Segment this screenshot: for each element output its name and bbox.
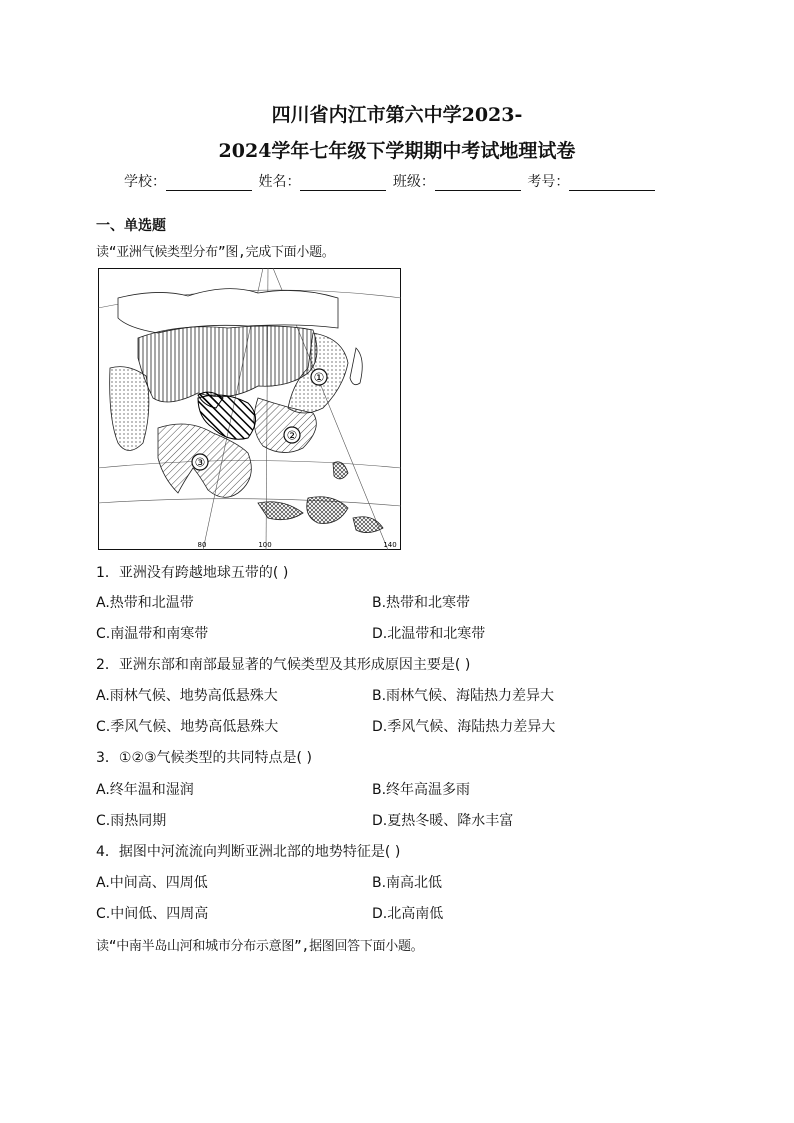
school-blank[interactable] <box>166 176 252 191</box>
q1-option-c[interactable]: C.南温带和南寒带 <box>96 626 209 642</box>
q1-option-b[interactable]: B.热带和北寒带 <box>372 595 471 611</box>
q2-option-c[interactable]: C.季风气候、地势高低悬殊大 <box>96 719 279 735</box>
question-3-stem: 3．①②③气候类型的共同特点是( ) <box>96 750 312 766</box>
q3-option-c[interactable]: C.雨热同期 <box>96 813 167 829</box>
section-title: 一、单选题 <box>96 218 166 234</box>
name-label: 姓名： <box>258 174 301 190</box>
q4-option-b[interactable]: B.南高北低 <box>372 875 443 891</box>
q4-option-c[interactable]: C.中间低、四周高 <box>96 906 209 922</box>
intro-text-1: 读“亚洲气候类型分布”图,完成下面小题。 <box>96 245 335 260</box>
longitude-label-140: 140 <box>383 541 397 549</box>
longitude-label-80: 80 <box>197 541 207 549</box>
longitude-label-100: 100 <box>258 541 272 549</box>
student-info-fields <box>124 171 657 191</box>
intro-text-2: 读“中南半岛山河和城市分布示意图”,据图回答下面小题。 <box>96 939 424 954</box>
class-blank[interactable] <box>435 176 521 191</box>
exam-number-label: 考号： <box>527 174 570 190</box>
q1-option-d[interactable]: D.北温带和北寒带 <box>372 626 486 642</box>
marker-1: ① <box>313 370 325 385</box>
exam-title-line2: 2024学年七年级下学期期中考试地理试卷 <box>218 140 576 162</box>
question-4-stem: 4．据图中河流流向判断亚洲北部的地势特征是( ) <box>96 844 401 860</box>
q2-option-b[interactable]: B.雨林气候、海陆热力差异大 <box>372 688 555 704</box>
q1-option-a[interactable]: A.热带和北温带 <box>96 595 194 611</box>
marker-2: ② <box>286 428 298 443</box>
school-label: 学校： <box>124 174 166 190</box>
q3-option-b[interactable]: B.终年高温多雨 <box>372 782 471 798</box>
exam-number-blank[interactable] <box>569 176 655 191</box>
q4-option-a[interactable]: A.中间高、四周低 <box>96 875 208 891</box>
question-1-stem: 1．亚洲没有跨越地球五带的( ) <box>96 565 289 581</box>
name-blank[interactable] <box>300 176 386 191</box>
question-2-stem: 2．亚洲东部和南部最显著的气候类型及其形成原因主要是( ) <box>96 657 471 673</box>
class-label: 班级： <box>392 174 435 190</box>
marker-3: ③ <box>194 455 206 470</box>
q4-option-d[interactable]: D.北高南低 <box>372 906 444 922</box>
q3-option-d[interactable]: D.夏热冬暖、降水丰富 <box>372 813 514 829</box>
q3-option-a[interactable]: A.终年温和湿润 <box>96 782 194 798</box>
exam-title-line1: 四川省内江市第六中学2023- <box>271 104 523 126</box>
asia-climate-map <box>98 268 401 550</box>
q2-option-d[interactable]: D.季风气候、海陆热力差异大 <box>372 719 556 735</box>
q2-option-a[interactable]: A.雨林气候、地势高低悬殊大 <box>96 688 278 704</box>
